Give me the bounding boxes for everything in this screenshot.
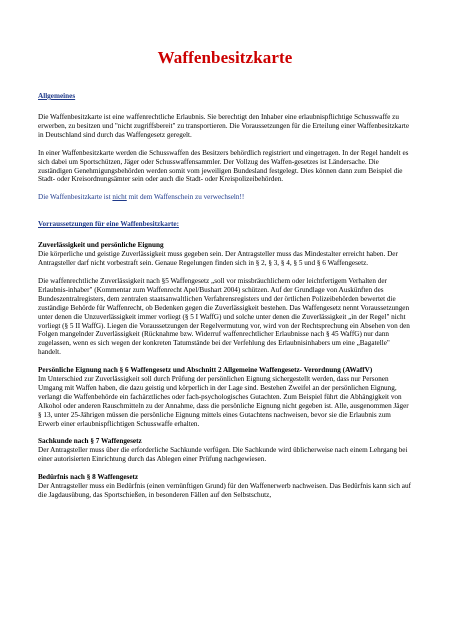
subheading-persoenliche-eignung: Persönliche Eignung nach § 6 Waffengesetz und Abschnitt 2 Allgemeine Waffengesetz- Verordnung (AWaffV): [38, 366, 373, 375]
section-heading-voraussetzungen: Vorraussetzungen für eine Waffenbesitzkarte:: [38, 220, 180, 229]
subheading-sachkunde: Sachkunde nach § 7 Waffengesetz: [38, 437, 142, 446]
paragraph-intro: Die Waffenbesitzkarte ist eine waffenrechtliche Erlaubnis. Sie berechtigt den Inhaber eine erlaubnispflichtige Schusswaffe zu erwerben, zu besitzen und "nicht zugriffsbereit" zu transportieren. Die Voraussetzungen für die Erteilung einer Waffenbesitzkarte in Deutschland sind durch das Waffengesetz geregelt.: [38, 113, 410, 139]
subheading-beduerfnis: Bedürfnis nach § 8 Waffengesetz: [38, 473, 139, 482]
paragraph-zuverlaessigkeit-1: Die körperliche und geistige Zuverlässigkeit muss gegeben sein. Der Antragsteller muss das Mindestalter erreicht haben. Der Antragsteller darf nicht vorbestraft sein. Genaue Regelungen finden sich in § 2, § 3, § 4, § 5 und § 6 Waffengesetz.: [38, 250, 398, 268]
subheading-zuverlaessigkeit: Zuverlässigkeit und persönliche Eignung: [38, 241, 164, 250]
paragraph-beduerfnis: Der Antragsteller muss ein Bedürfnis (einen vernünftigen Grund) für den Waffenerwerb nachweisen. Das Bedürfnis kann sich auf die Jagdausübung, das Sportschießen, in besonderen Fällen auf den Selbstschutz,: [38, 482, 411, 499]
note-text-end: mit dem Waffenschein zu verwechseln!!: [126, 193, 245, 202]
paragraph-note: [38, 193, 412, 202]
note-text-start: Die Waffenbesitzkarte ist: [38, 193, 113, 202]
paragraph-zuverlaessigkeit-2: Die waffenrechtliche Zuverlässigkeit nach §5 Waffengesetz „soll vor missbräuchlichem oder leichtfertigem Verhalten der Erlaubnis-inhaber" (Kommentar zum Waffenrecht Apel/Bushart 2004) schützen. Auf der Grundlage von Auskünften des Bundeszentralregisters, dem zentralen staatsanwaltlichen Verfahrensregisters und der örtlichen Polizeibehörden bewertet die zuständige Behörde für Waffenrecht, ob Bedenken gegen die Zuverlässigkeit bestehen. Das Waffengesetz nennt Voraussetzungen unter denen die Unzuverlässigkeit immer vorliegt (§ 5 I WaffG) und solche unter denen die Zuverlässigkeit „in der Regel" nicht vorliegt (§ 5 II WaffG). Liegen die Voraussetzungen der Regelvermutung vor, wird von der Rechtsprechung ein Absehen von den Folgen mangelnder Zuverlässigkeit (Rücknahme bzw. Widerruf waffenrechtlicher Erlaubnisse nach § 45 WaffG) nur dann zugelassen, wenn es sich wegen der konkreten Tatumstände bei der Verfehlung des Erlaubnisinhabers um eine „Bagatelle" handelt.: [38, 276, 410, 357]
paragraph-sachkunde: Der Antragsteller muss über die erforderliche Sachkunde verfügen. Die Sachkunde wird üblicherweise nach einem Lehrgang bei einer autorisierten Einrichtung durch das Ablegen einer Prüfung nachgewiesen.: [38, 446, 408, 464]
note-text-underlined: nicht: [112, 193, 127, 202]
document-title: Waffenbesitzkarte: [157, 48, 293, 67]
section-heading-allgemeines: Allgemeines: [38, 92, 76, 100]
paragraph-registration: In einer Waffenbesitzkarte werden die Schusswaffen des Besitzers behördlich registriert und eingetragen. In der Regel handelt es sich dabei um Sportschützen, Jäger oder Schusswaffensammler. Der Vollzug des Waffen-gesetzes ist Ländersache. Die zuständigen Genehmigungsbehörden werden somit vom jeweiligen Bundesland festgelegt. Dies können dann zum Beispiel die Stadt- oder Kreisordnungsämter sein oder auch die Stadt- oder Kreispolizeibehörden.: [38, 148, 409, 184]
paragraph-persoenliche-eignung: Im Unterschied zur Zuverlässigkeit soll durch Prüfung der persönlichen Eignung sichergestellt werden, dass nur Personen Umgang mit Waffen haben, die dazu geistig und körperlich in der Lage sind. Bestehen Zweifel an der persönlichen Eignung, verlangt die Waffenbehörde ein fachärztliches oder fach-psychologisches Gutachten. Zum Beispiel führt die Abhängigkeit von Alkohol oder anderen Rauschmitteln zu der Annahme, dass die persönliche Eignung nicht gegeben ist. Alle, ausgenommen Jäger § 13, unter 25-Jährigen müssen die persönliche Eignung mittels eines Gutachtens nachweisen, bevor sie die Erlaubnis zum Erwerb einer erlaubnispflichtigen Schusswaffe erhalten.: [38, 375, 409, 428]
